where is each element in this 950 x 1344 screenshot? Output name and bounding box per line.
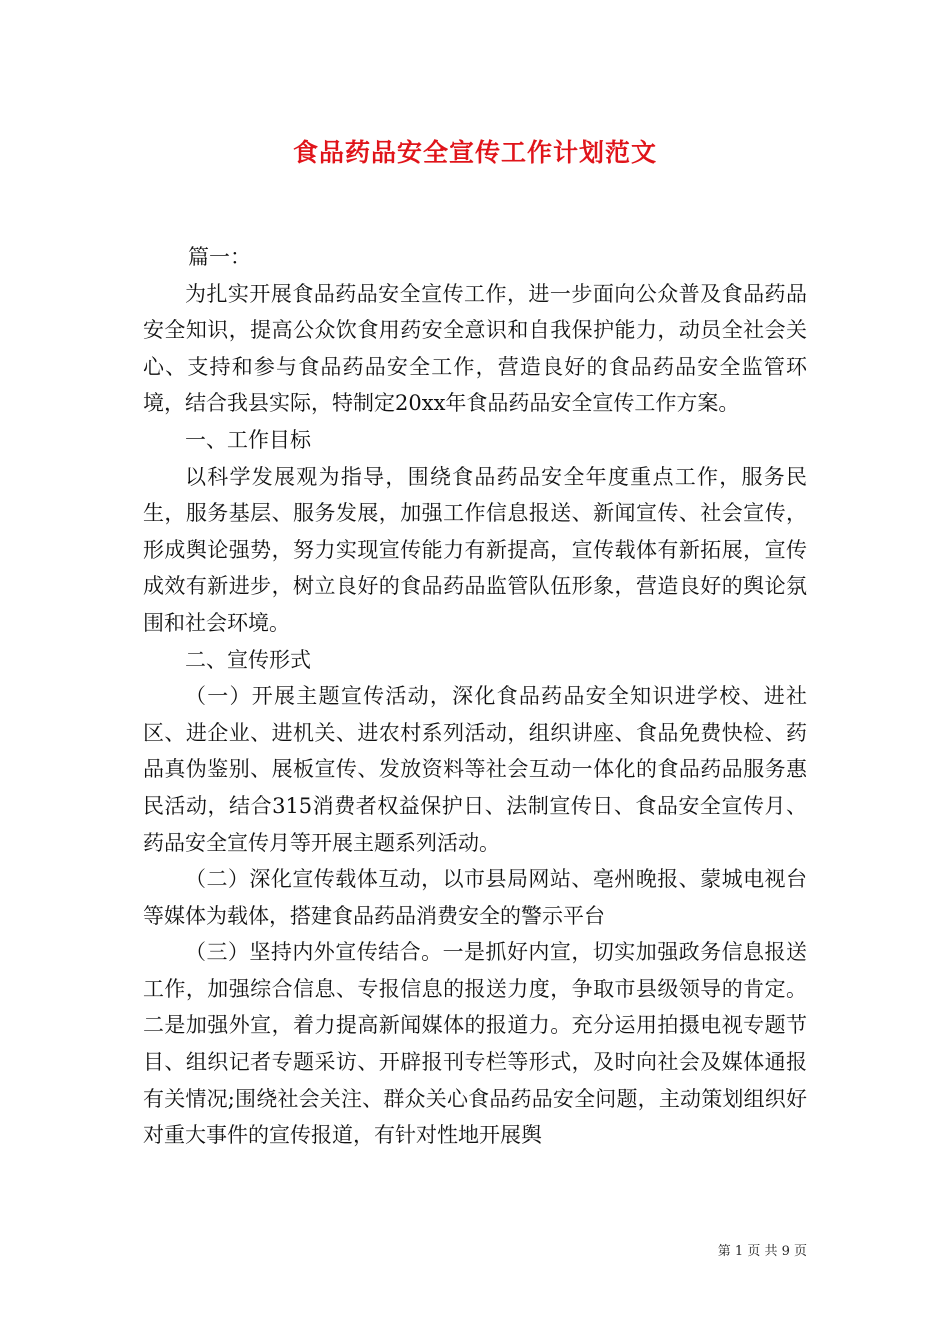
section-heading: 二、宣传形式: [185, 647, 311, 672]
document-title: 食品药品安全宣传工作计划范文: [292, 138, 657, 167]
paragraph: （一）开展主题宣传活动，深化食品药品安全知识进学校、进社区、进企业、进机关、进农村系列活动，组织讲座、食品免费快检、药品真伪鉴别、展板宣传、发放资料等社会互动一体化的食品药品服务惠民活动，结合315消费者权益保护日、法制宣传日、食品安全宣传月、药品安全宣传月等开展主题系列活动。: [143, 684, 807, 855]
document-body: [143, 239, 807, 1154]
paragraph: （二）深化宣传载体互动，以市县局网站、亳州晚报、蒙城电视台等媒体为载体，搭建食品药品消费安全的警示平台: [143, 867, 807, 928]
paragraph: 为扎实开展食品药品安全宣传工作，进一步面向公众普及食品药品安全知识，提高公众饮食用药安全意识和自我保护能力，动员全社会关心、支持和参与食品药品安全工作，营造良好的食品药品安全监管环境，结合我县实际，特制定20xx年食品药品安全宣传工作方案。: [143, 281, 807, 416]
section-heading: 篇一：: [188, 245, 251, 269]
page-number: 第 1 页 共 9 页: [717, 1244, 807, 1259]
section-heading: 一、工作目标: [185, 427, 311, 452]
paragraph: 以科学发展观为指导，围绕食品药品安全年度重点工作，服务民生，服务基层、服务发展，加强工作信息报送、新闻宣传、社会宣传，形成舆论强势，努力实现宣传能力有新提高，宣传载体有新拓展，宣传成效有新进步，树立良好的食品药品监管队伍形象，营造良好的舆论氛围和社会环境。: [143, 464, 807, 635]
paragraph: （三）坚持内外宣传结合。一是抓好内宣，切实加强政务信息报送工作，加强综合信息、专报信息的报送力度，争取市县级领导的肯定。二是加强外宣，着力提高新闻媒体的报道力。充分运用拍摄电视专题节目、组织记者专题采访、开辟报刊专栏等形式，及时向社会及媒体通报有关情况;围绕社会关注、群众关心食品药品安全问题，主动策划组织好对重大事件的宣传报道，有针对性地开展舆: [143, 940, 807, 1148]
